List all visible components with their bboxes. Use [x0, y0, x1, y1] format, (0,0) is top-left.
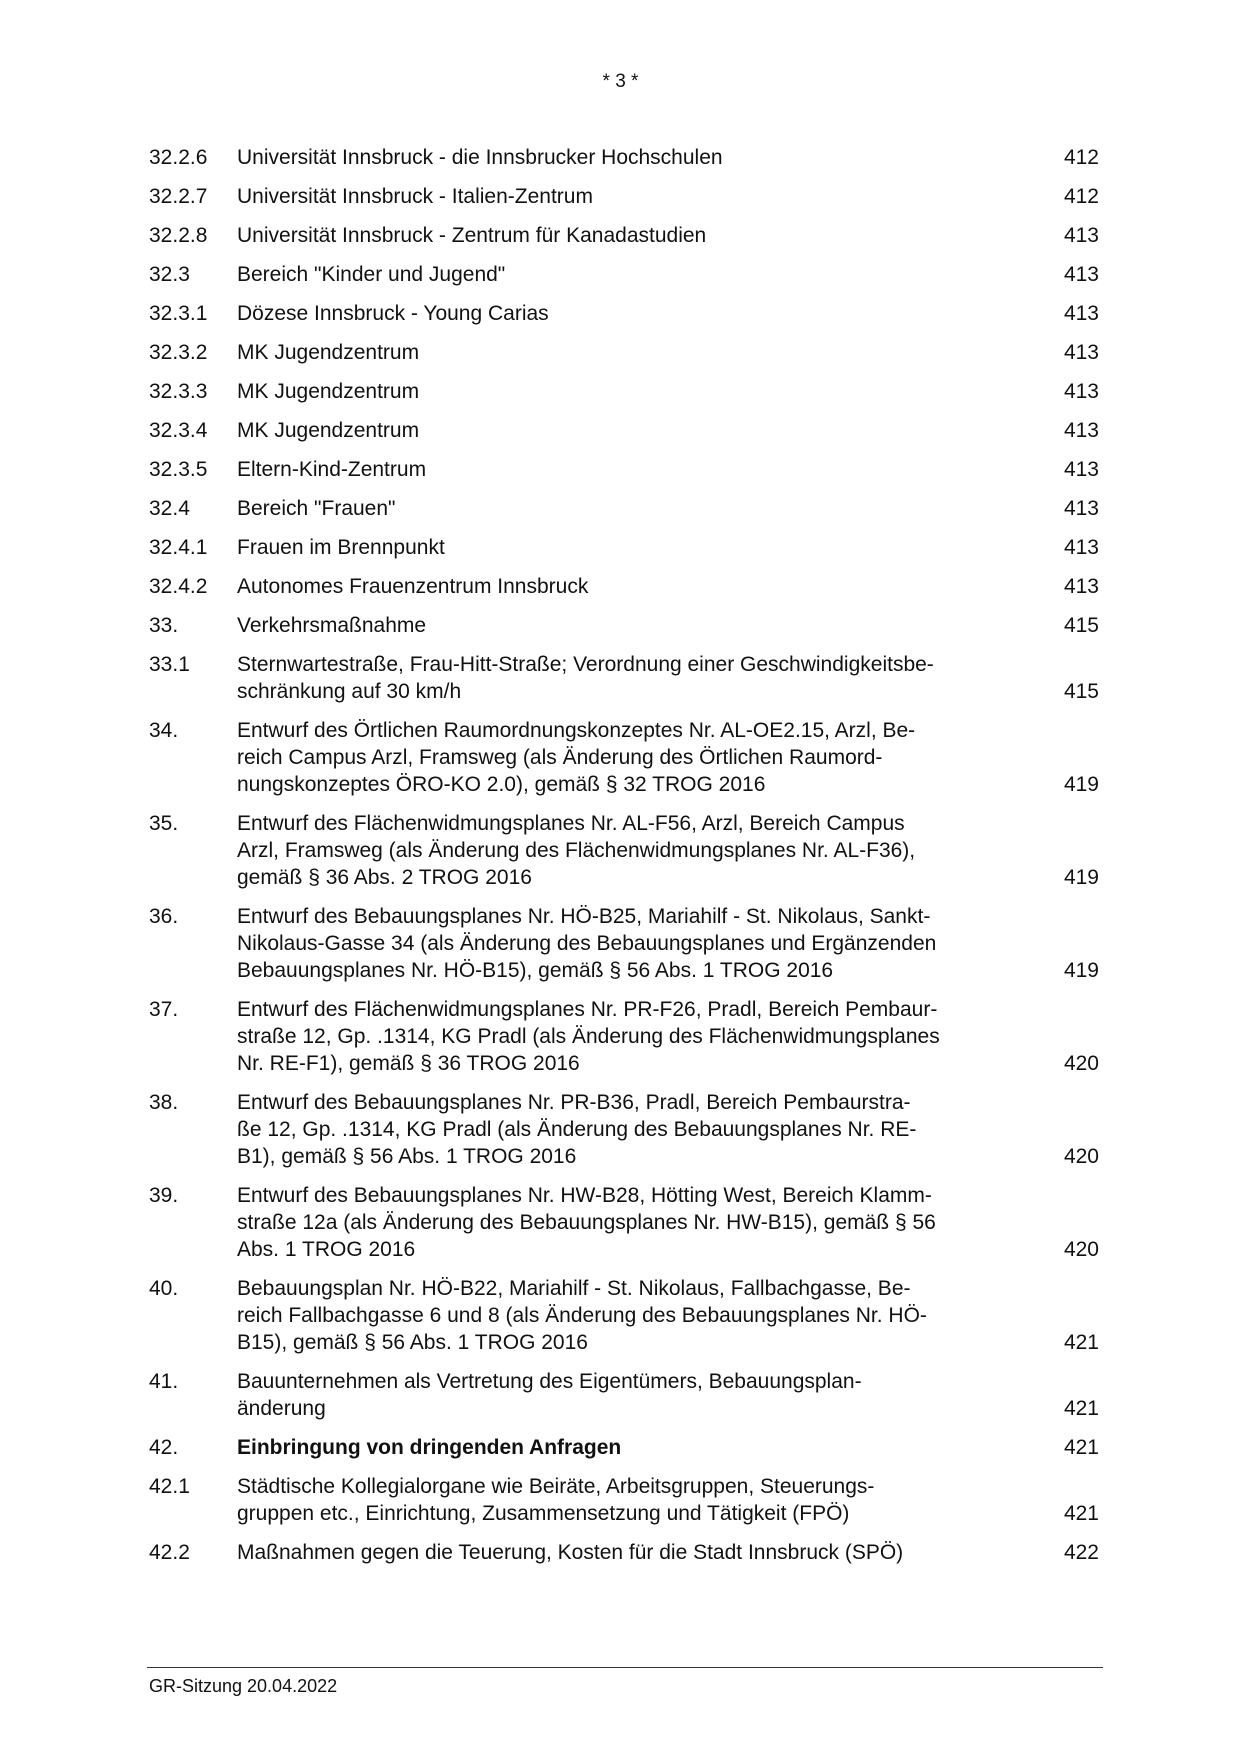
toc-entry — [149, 222, 1099, 249]
toc-entry-number: 36. — [149, 905, 179, 928]
toc-entry-title-line: Bereich "Kinder und Jugend" — [237, 263, 506, 286]
toc-entry-title — [237, 183, 1039, 210]
toc-entry-title — [237, 651, 1039, 705]
toc-entry — [149, 300, 1099, 327]
toc-entry — [149, 534, 1099, 561]
toc-entry-title-line: Verkehrsmaßnahme — [237, 614, 427, 637]
toc-entry-page: 419 — [1063, 959, 1099, 982]
toc-entry-title — [237, 534, 1039, 561]
toc-entry-page: 421 — [1063, 1397, 1099, 1420]
toc-entry-title-line: Nr. RE-F1), gemäß § 36 TROG 2016 — [237, 1052, 580, 1075]
toc-entry-title — [237, 417, 1039, 444]
toc-entry-title-line: MK Jugendzentrum — [237, 341, 420, 364]
toc-entry-title — [237, 1473, 1039, 1527]
toc-entry-title-line: B15), gemäß § 56 Abs. 1 TROG 2016 — [237, 1331, 588, 1354]
toc-entry-number: 37. — [149, 998, 179, 1021]
toc-entry — [149, 1275, 1099, 1356]
toc-entry-title-line: Dözese Innsbruck - Young Carias — [237, 302, 549, 325]
toc-entry-title — [237, 456, 1039, 483]
toc-entry-title-line: Abs. 1 TROG 2016 — [237, 1238, 416, 1261]
toc-entry-title — [237, 144, 1039, 171]
toc-entry-page: 413 — [1063, 380, 1099, 403]
toc-entry-title-line: ße 12, Gp. .1314, KG Pradl (als Änderung des Bebauungsplanes Nr. RE- — [237, 1118, 917, 1141]
toc-entry-title-line: Sternwartestraße, Frau-Hitt-Straße; Verordnung einer Geschwindigkeitsbe- — [237, 653, 934, 676]
toc-entry-page: 420 — [1063, 1052, 1099, 1075]
page-number-header: * 3 * — [602, 71, 639, 92]
toc-entry-title-line: MK Jugendzentrum — [237, 380, 420, 403]
toc-entry-number: 42.1 — [149, 1475, 190, 1498]
toc-entry-number: 32.2.6 — [149, 146, 208, 169]
toc-entry-title-line: Bereich "Frauen" — [237, 497, 396, 520]
toc-entry — [149, 339, 1099, 366]
toc-entry-page: 412 — [1063, 146, 1099, 169]
toc-entry — [149, 1089, 1099, 1170]
toc-entry — [149, 810, 1099, 891]
toc-entry-page: 413 — [1063, 575, 1099, 598]
toc-entry-title-line: Entwurf des Bebauungsplanes Nr. HÖ-B25, Mariahilf - St. Nikolaus, Sankt- — [237, 905, 931, 928]
toc-entry-page: 415 — [1063, 680, 1099, 703]
toc-entry-title-line: Universität Innsbruck - Zentrum für Kanadastudien — [237, 224, 707, 247]
toc-entry-title — [237, 612, 1039, 639]
toc-entry-title — [237, 495, 1039, 522]
toc-entry — [149, 1539, 1099, 1566]
toc-entry-number: 32.3 — [149, 263, 190, 286]
toc-entry-title — [237, 261, 1039, 288]
toc-entry-number: 42. — [149, 1436, 179, 1459]
toc-entry-title-line: B1), gemäß § 56 Abs. 1 TROG 2016 — [237, 1145, 577, 1168]
toc-entry-title-line: Nikolaus-Gasse 34 (als Änderung des Bebauungsplanes und Ergänzenden — [237, 932, 937, 955]
toc-entry-number: 41. — [149, 1370, 179, 1393]
toc-entry-title — [237, 1368, 1039, 1422]
toc-entry — [149, 996, 1099, 1077]
toc-entry-number: 32.3.5 — [149, 458, 208, 481]
toc-entry-number: 33.1 — [149, 653, 190, 676]
toc-entry-title — [237, 1089, 1039, 1170]
toc-entry-title — [237, 300, 1039, 327]
toc-entry-number: 32.2.7 — [149, 185, 208, 208]
toc-entry-title-line: Städtische Kollegialorgane wie Beiräte, Arbeitsgruppen, Steuerungs- — [237, 1475, 875, 1498]
toc-entry-title-line: Entwurf des Flächenwidmungsplanes Nr. AL-F56, Arzl, Bereich Campus — [237, 812, 905, 835]
toc-entry — [149, 651, 1099, 705]
toc-entry-page: 419 — [1063, 773, 1099, 796]
toc-entry — [149, 1368, 1099, 1422]
toc-entry-number: 42.2 — [149, 1541, 190, 1564]
toc-entry — [149, 144, 1099, 171]
toc-entry-page: 421 — [1063, 1502, 1099, 1525]
toc-entry-title — [237, 378, 1039, 405]
toc-entry-page: 413 — [1063, 536, 1099, 559]
toc-entry — [149, 1182, 1099, 1263]
toc-entry-number: 32.2.8 — [149, 224, 208, 247]
toc-entry — [149, 573, 1099, 600]
toc-entry-title — [237, 1275, 1039, 1356]
toc-entry-page: 421 — [1063, 1331, 1099, 1354]
toc-entry-number: 40. — [149, 1277, 179, 1300]
toc-entry-title-line: Bauunternehmen als Vertretung des Eigentümers, Bebauungsplan- — [237, 1370, 862, 1393]
toc-entry — [149, 261, 1099, 288]
toc-entry-number: 32.4.2 — [149, 575, 208, 598]
toc-entry-title-line: Entwurf des Bebauungsplanes Nr. PR-B36, Pradl, Bereich Pembaurstra- — [237, 1091, 911, 1114]
toc-entry-number: 33. — [149, 614, 179, 637]
toc-entry-title — [237, 1182, 1039, 1263]
toc-entry-title-line: Entwurf des Flächenwidmungsplanes Nr. PR-F26, Pradl, Bereich Pembaur- — [237, 998, 938, 1021]
toc-entry-page: 413 — [1063, 302, 1099, 325]
toc-entry-title-line: straße 12, Gp. .1314, KG Pradl (als Änderung des Flächenwidmungsplanes — [237, 1025, 940, 1048]
toc-entry-title-line: Maßnahmen gegen die Teuerung, Kosten für die Stadt Innsbruck (SPÖ) — [237, 1541, 904, 1564]
toc-entry-page: 413 — [1063, 419, 1099, 442]
toc-entry — [149, 903, 1099, 984]
toc-entry-page: 413 — [1063, 263, 1099, 286]
toc-entry — [149, 612, 1099, 639]
toc-entry-page: 413 — [1063, 458, 1099, 481]
toc-entry-page: 420 — [1063, 1238, 1099, 1261]
toc-entry-page: 422 — [1063, 1541, 1099, 1564]
toc-entry — [149, 495, 1099, 522]
toc-entry-title-line: schränkung auf 30 km/h — [237, 680, 462, 703]
toc-entry-title-line: änderung — [237, 1397, 326, 1420]
toc-entry-title-line: reich Fallbachgasse 6 und 8 (als Änderung des Bebauungsplanes Nr. HÖ- — [237, 1304, 927, 1327]
toc-entry-title-line: nungskonzeptes ÖRO-KO 2.0), gemäß § 32 TROG 2016 — [237, 773, 766, 796]
toc-entry-number: 32.3.4 — [149, 419, 208, 442]
toc-entry-number: 35. — [149, 812, 179, 835]
toc-entry-title-line: Universität Innsbruck - Italien-Zentrum — [237, 185, 593, 208]
toc-entry-page: 413 — [1063, 341, 1099, 364]
toc-entry-number: 39. — [149, 1184, 179, 1207]
toc-entry-page: 419 — [1063, 866, 1099, 889]
toc-entry-title-line: Bebauungsplanes Nr. HÖ-B15), gemäß § 56 Abs. 1 TROG 2016 — [237, 959, 834, 982]
table-of-contents — [149, 144, 1099, 1578]
toc-entry — [149, 1473, 1099, 1527]
footer-divider — [147, 1667, 1103, 1668]
toc-entry-title-line: straße 12a (als Änderung des Bebauungsplanes Nr. HW-B15), gemäß § 56 — [237, 1211, 936, 1234]
toc-entry-page: 413 — [1063, 224, 1099, 247]
toc-entry-number: 34. — [149, 719, 179, 742]
toc-entry — [149, 417, 1099, 444]
toc-entry-title-line: Entwurf des Bebauungsplanes Nr. HW-B28, Hötting West, Bereich Klamm- — [237, 1184, 932, 1207]
toc-entry-number: 32.4.1 — [149, 536, 208, 559]
toc-entry-title — [237, 339, 1039, 366]
toc-entry-title-line: Arzl, Framsweg (als Änderung des Flächenwidmungsplanes Nr. AL-F36), — [237, 839, 916, 862]
toc-entry-title — [237, 222, 1039, 249]
toc-entry-page: 415 — [1063, 614, 1099, 637]
toc-entry-page: 421 — [1063, 1436, 1099, 1459]
toc-entry-title — [237, 1539, 1039, 1566]
toc-entry-title-line: reich Campus Arzl, Framsweg (als Änderung des Örtlichen Raumord- — [237, 746, 883, 769]
toc-entry-title — [237, 996, 1039, 1077]
toc-entry-number: 32.3.2 — [149, 341, 208, 364]
toc-entry-title — [237, 1434, 1039, 1461]
toc-entry-title-line: Frauen im Brennpunkt — [237, 536, 445, 559]
toc-entry-title-line: gemäß § 36 Abs. 2 TROG 2016 — [237, 866, 532, 889]
toc-entry — [149, 1434, 1099, 1461]
toc-entry — [149, 183, 1099, 210]
toc-entry — [149, 378, 1099, 405]
toc-entry-title-line: Bebauungsplan Nr. HÖ-B22, Mariahilf - St. Nikolaus, Fallbachgasse, Be- — [237, 1277, 911, 1300]
toc-entry-title — [237, 903, 1039, 984]
toc-entry-title-line: Universität Innsbruck - die Innsbrucker Hochschulen — [237, 146, 723, 169]
toc-entry-number: 38. — [149, 1091, 179, 1114]
toc-entry-title-line: Einbringung von dringenden Anfragen — [237, 1436, 622, 1459]
toc-entry-page: 412 — [1063, 185, 1099, 208]
toc-entry-title-line: Entwurf des Örtlichen Raumordnungskonzeptes Nr. AL-OE2.15, Arzl, Be- — [237, 719, 916, 742]
toc-entry-title — [237, 810, 1039, 891]
footer-session-date: GR-Sitzung 20.04.2022 — [149, 1676, 338, 1696]
toc-entry-number: 32.3.3 — [149, 380, 208, 403]
toc-entry-title-line: MK Jugendzentrum — [237, 419, 420, 442]
toc-entry-title-line: gruppen etc., Einrichtung, Zusammensetzung und Tätigkeit (FPÖ) — [237, 1502, 850, 1525]
toc-entry-title — [237, 573, 1039, 600]
toc-entry-title — [237, 717, 1039, 798]
toc-entry-page: 420 — [1063, 1145, 1099, 1168]
toc-entry — [149, 456, 1099, 483]
toc-entry-page: 413 — [1063, 497, 1099, 520]
toc-entry-title-line: Autonomes Frauenzentrum Innsbruck — [237, 575, 589, 598]
toc-entry-title-line: Eltern-Kind-Zentrum — [237, 458, 427, 481]
toc-entry — [149, 717, 1099, 798]
toc-entry-number: 32.3.1 — [149, 302, 208, 325]
toc-entry-number: 32.4 — [149, 497, 190, 520]
